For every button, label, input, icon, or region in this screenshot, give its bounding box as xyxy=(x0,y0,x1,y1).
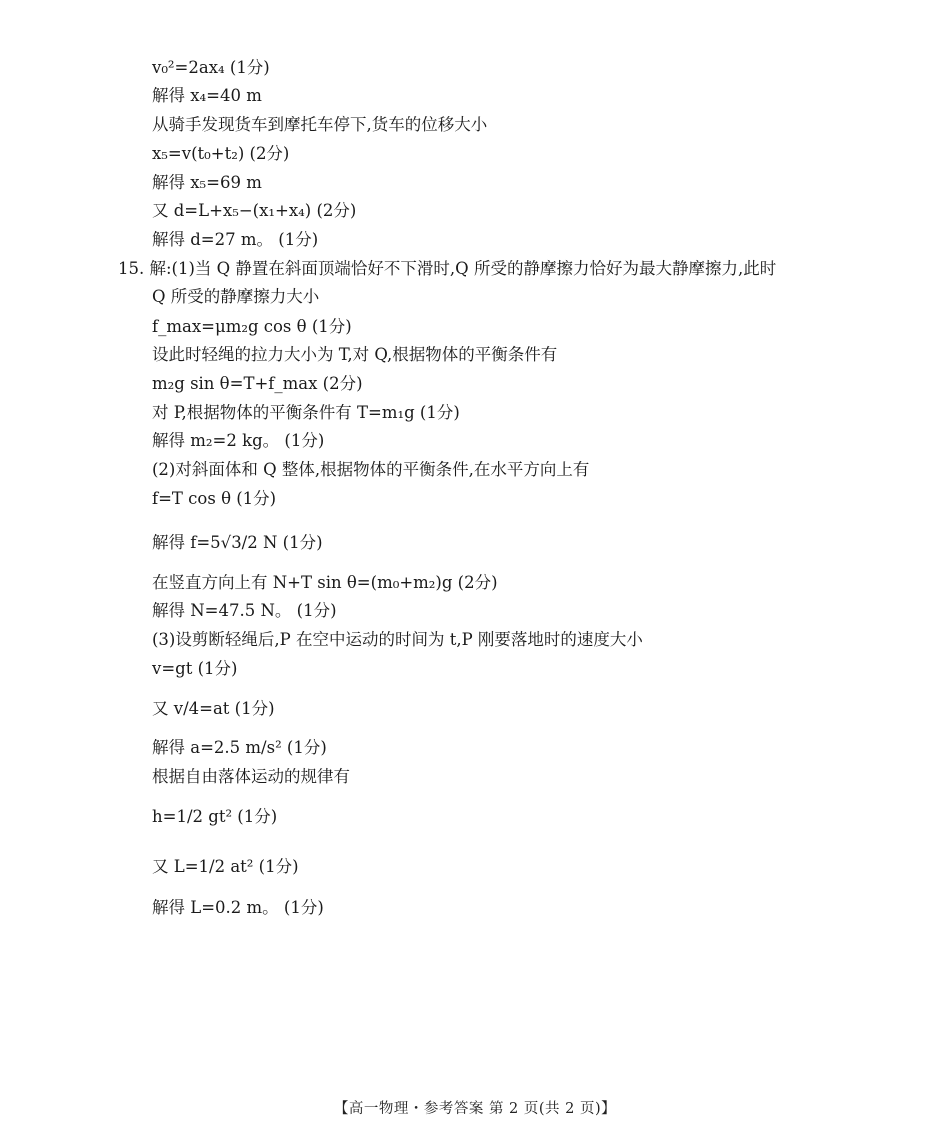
solution-line: 又 v/4=at (1分) xyxy=(152,699,275,718)
solution-line: 又 d=L+x₅−(x₁+x₄) (2分) xyxy=(152,201,357,220)
solution-line: 解得 m₂=2 kg。 (1分) xyxy=(152,431,325,450)
solution-line: 解得 a=2.5 m/s² (1分) xyxy=(152,738,327,757)
solution-line: (2)对斜面体和 Q 整体,根据物体的平衡条件,在水平方向上有 xyxy=(152,460,590,479)
solution-line: 从骑手发现货车到摩托车停下,货车的位移大小 xyxy=(152,115,488,134)
solution-line: f_max=μm₂g cos θ (1分) xyxy=(152,317,352,336)
solution-line: x₅=v(t₀+t₂) (2分) xyxy=(152,144,290,163)
solution-line: 在竖直方向上有 N+T sin θ=(m₀+m₂)g (2分) xyxy=(152,573,498,592)
solution-line: 设此时轻绳的拉力大小为 T,对 Q,根据物体的平衡条件有 xyxy=(152,345,558,364)
solution-line: (3)设剪断轻绳后,P 在空中运动的时间为 t,P 刚要落地时的速度大小 xyxy=(152,630,643,649)
solution-line: 对 P,根据物体的平衡条件有 T=m₁g (1分) xyxy=(152,403,460,422)
solution-line: 解得 x₄=40 m xyxy=(152,86,262,105)
solution-line: v₀²=2ax₄ (1分) xyxy=(152,58,270,77)
solution-line: 解得 N=47.5 N。 (1分) xyxy=(152,601,337,620)
solution-line: 根据自由落体运动的规律有 xyxy=(152,767,350,786)
question-15-heading: 15. 解:(1)当 Q 静置在斜面顶端恰好不下滑时,Q 所受的静摩擦力恰好为最大静摩擦力,此时 xyxy=(118,259,777,278)
solution-line: m₂g sin θ=T+f_max (2分) xyxy=(152,374,363,393)
solution-line: 解得 x₅=69 m xyxy=(152,173,262,192)
solution-line: Q 所受的静摩擦力大小 xyxy=(152,287,320,306)
solution-line: v=gt (1分) xyxy=(152,659,238,678)
solution-line: 解得 d=27 m。 (1分) xyxy=(152,230,319,249)
page-footer: 【高一物理・参考答案 第 2 页(共 2 页)】 xyxy=(333,1101,617,1117)
solution-line: h=1/2 gt² (1分) xyxy=(152,807,278,826)
solution-line: 解得 f=5√3/2 N (1分) xyxy=(152,533,323,552)
solution-line: f=T cos θ (1分) xyxy=(152,489,277,508)
solution-line: 又 L=1/2 at² (1分) xyxy=(152,857,299,876)
solution-line: 解得 L=0.2 m。 (1分) xyxy=(152,898,324,917)
